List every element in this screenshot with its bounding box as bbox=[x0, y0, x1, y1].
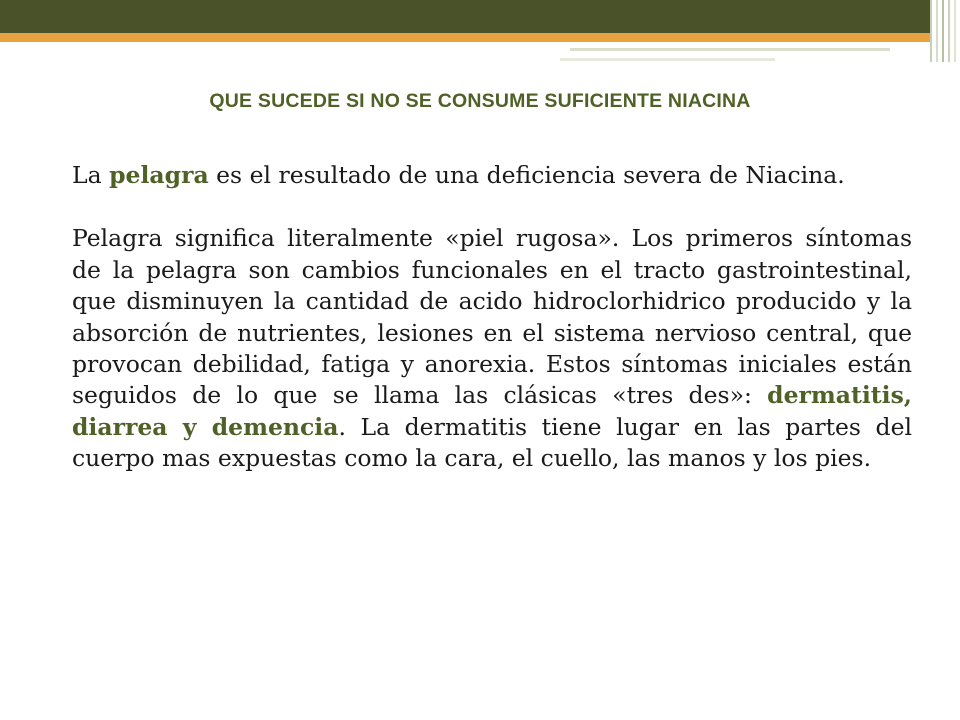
header-light-stripe bbox=[570, 48, 890, 51]
header-vertical-line bbox=[948, 0, 950, 62]
header-light-stripe-2 bbox=[560, 58, 775, 61]
slide-body bbox=[72, 160, 912, 475]
header-dark-bar bbox=[0, 0, 930, 33]
paragraph-2-post: . La dermatitis tiene lugar en las partes del cuerpo mas expuestas como la cara, el cuello, las manos y los pies. bbox=[72, 412, 912, 473]
header-decoration bbox=[0, 0, 960, 33]
paragraph-1-highlight: pelagra bbox=[109, 161, 209, 189]
paragraph-1-post: es el resultado de una deficiencia severa de Niacina. bbox=[208, 161, 845, 189]
paragraph-1-pre: La bbox=[72, 161, 110, 189]
header-orange-bar bbox=[0, 33, 930, 42]
paragraph-1 bbox=[72, 160, 912, 191]
header-vertical-line bbox=[936, 0, 938, 62]
slide-title: QUE SUCEDE SI NO SE CONSUME SUFICIENTE NIACINA bbox=[209, 90, 751, 112]
header-vertical-line bbox=[942, 0, 944, 62]
header-vertical-line bbox=[954, 0, 956, 62]
header-vertical-line bbox=[930, 0, 932, 62]
paragraph-2 bbox=[72, 223, 912, 474]
paragraph-2-highlight: dermatitis, diarrea y demencia bbox=[72, 381, 912, 441]
paragraph-2-pre: Pelagra significa literalmente «piel rugosa». Los primeros síntomas de la pelagra son cambios funcionales en el tracto gastrointestinal, que disminuyen la cantidad de acido hidroclorhidrico producido y la absorción de nutrientes, lesiones en el sistema nervioso central, que provocan debilidad, fatiga y anorexia. Estos síntomas iniciales están seguidos de lo que se llama las clásicas «tres des»: bbox=[72, 224, 912, 410]
